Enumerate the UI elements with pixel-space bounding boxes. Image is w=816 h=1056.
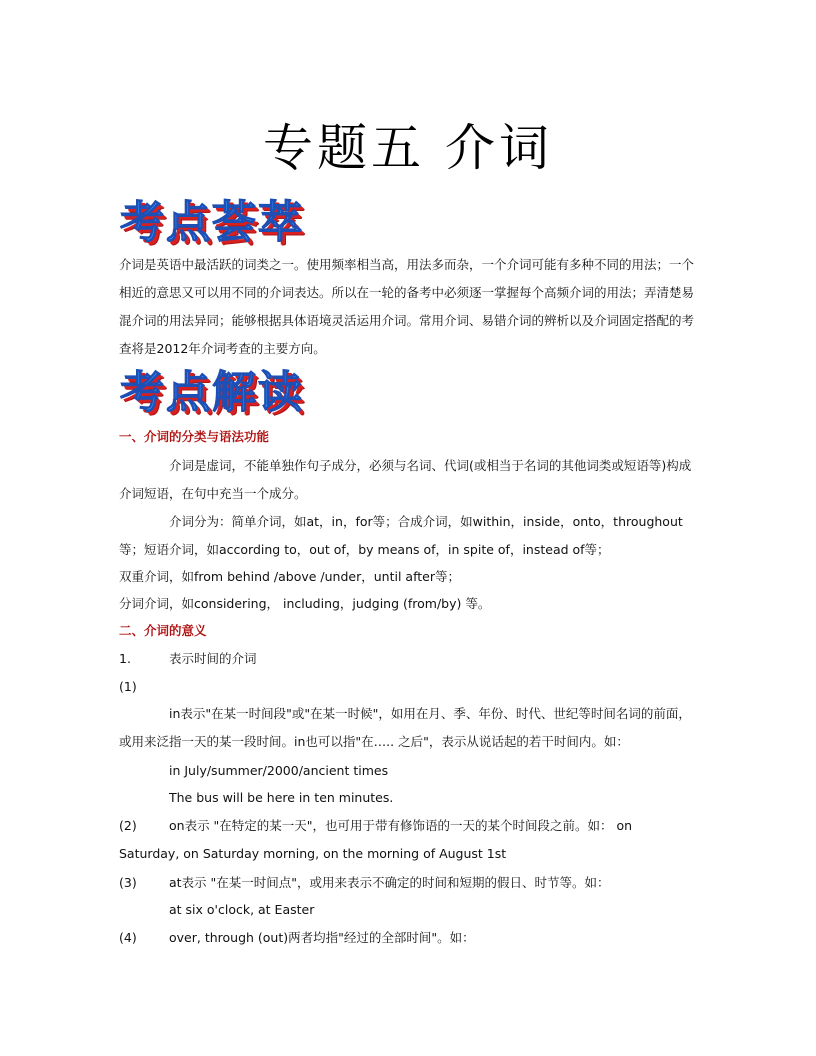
section-heading-analysis: 考点解读 — [120, 367, 304, 418]
page-title: 专题五 介词 — [263, 119, 553, 177]
sub-item-number: (2) — [119, 818, 137, 833]
intro-paragraph: 介词是英语中最活跃的词类之一。使用频率相当高，用法多而杂，一个介词可能有多种不同的用法；一个相近的意思又可以用不同的介词表达。所以在一轮的备考中必须逐一掌握每个高频介词的用法；弄清楚易混介词的用法异同；能够根据具体语境灵活运用介词。常用介词、易错介词的辨析以及介词固定搭配的考查将是2012年介词考查的主要方向。 — [119, 257, 695, 356]
example-line: The bus will be here in ten minutes. — [169, 790, 394, 805]
sub-item-number: (1) — [119, 679, 137, 694]
item-number: 1. — [119, 651, 131, 666]
part1-paragraph-1: 介词是虚词，不能单独作句子成分，必须与名词、代词(或相当于名词的其他词类或短语等)构成介词短语，在句中充当一个成分。 — [119, 458, 692, 501]
part1-paragraph-2: 介词分为：简单介词，如at，in，for等；合成介词，如within，inside，onto，throughout等；短语介词，如according to，out of，by means of，in spite of，instead of等； — [119, 514, 683, 557]
sub-item-number: (3) — [119, 875, 137, 890]
item-text: 表示时间的介词 — [169, 651, 257, 666]
sub-item-text: in表示"在某一时间段"或"在某一时候"，如用在月、季、年份、时代、世纪等时间名词的前面，或用来泛指一天的某一段时间。in也可以指"在….. 之后"，表示从说话起的若干时间内。如： — [119, 706, 691, 749]
sub-item-text: over, through (out)两者均指"经过的全部时间"。如： — [169, 930, 475, 945]
example-line: at six o'clock, at Easter — [169, 902, 315, 917]
part2-heading: 二、介词的意义 — [119, 623, 207, 638]
section-heading-highlights: 考点荟萃 — [120, 197, 304, 248]
part1-paragraph-3: 双重介词，如from behind /above /under，until after等； — [119, 569, 460, 584]
example-line: in July/summer/2000/ancient times — [169, 763, 389, 778]
sub-item-number: (4) — [119, 930, 137, 945]
sub-item-text: on表示 "在特定的某一天"，也可用于带有修饰语的一天的某个时间段之前。如： on Saturday, on Saturday morning, on the morning of August 1st — [119, 818, 633, 861]
sub-item-text: at表示 "在某一时间点"，或用来表示不确定的时间和短期的假日、时节等。如： — [169, 875, 610, 890]
part1-heading: 一、介词的分类与语法功能 — [119, 429, 270, 444]
part1-paragraph-4: 分词介词，如considering， including，judging (from/by) 等。 — [119, 596, 491, 611]
